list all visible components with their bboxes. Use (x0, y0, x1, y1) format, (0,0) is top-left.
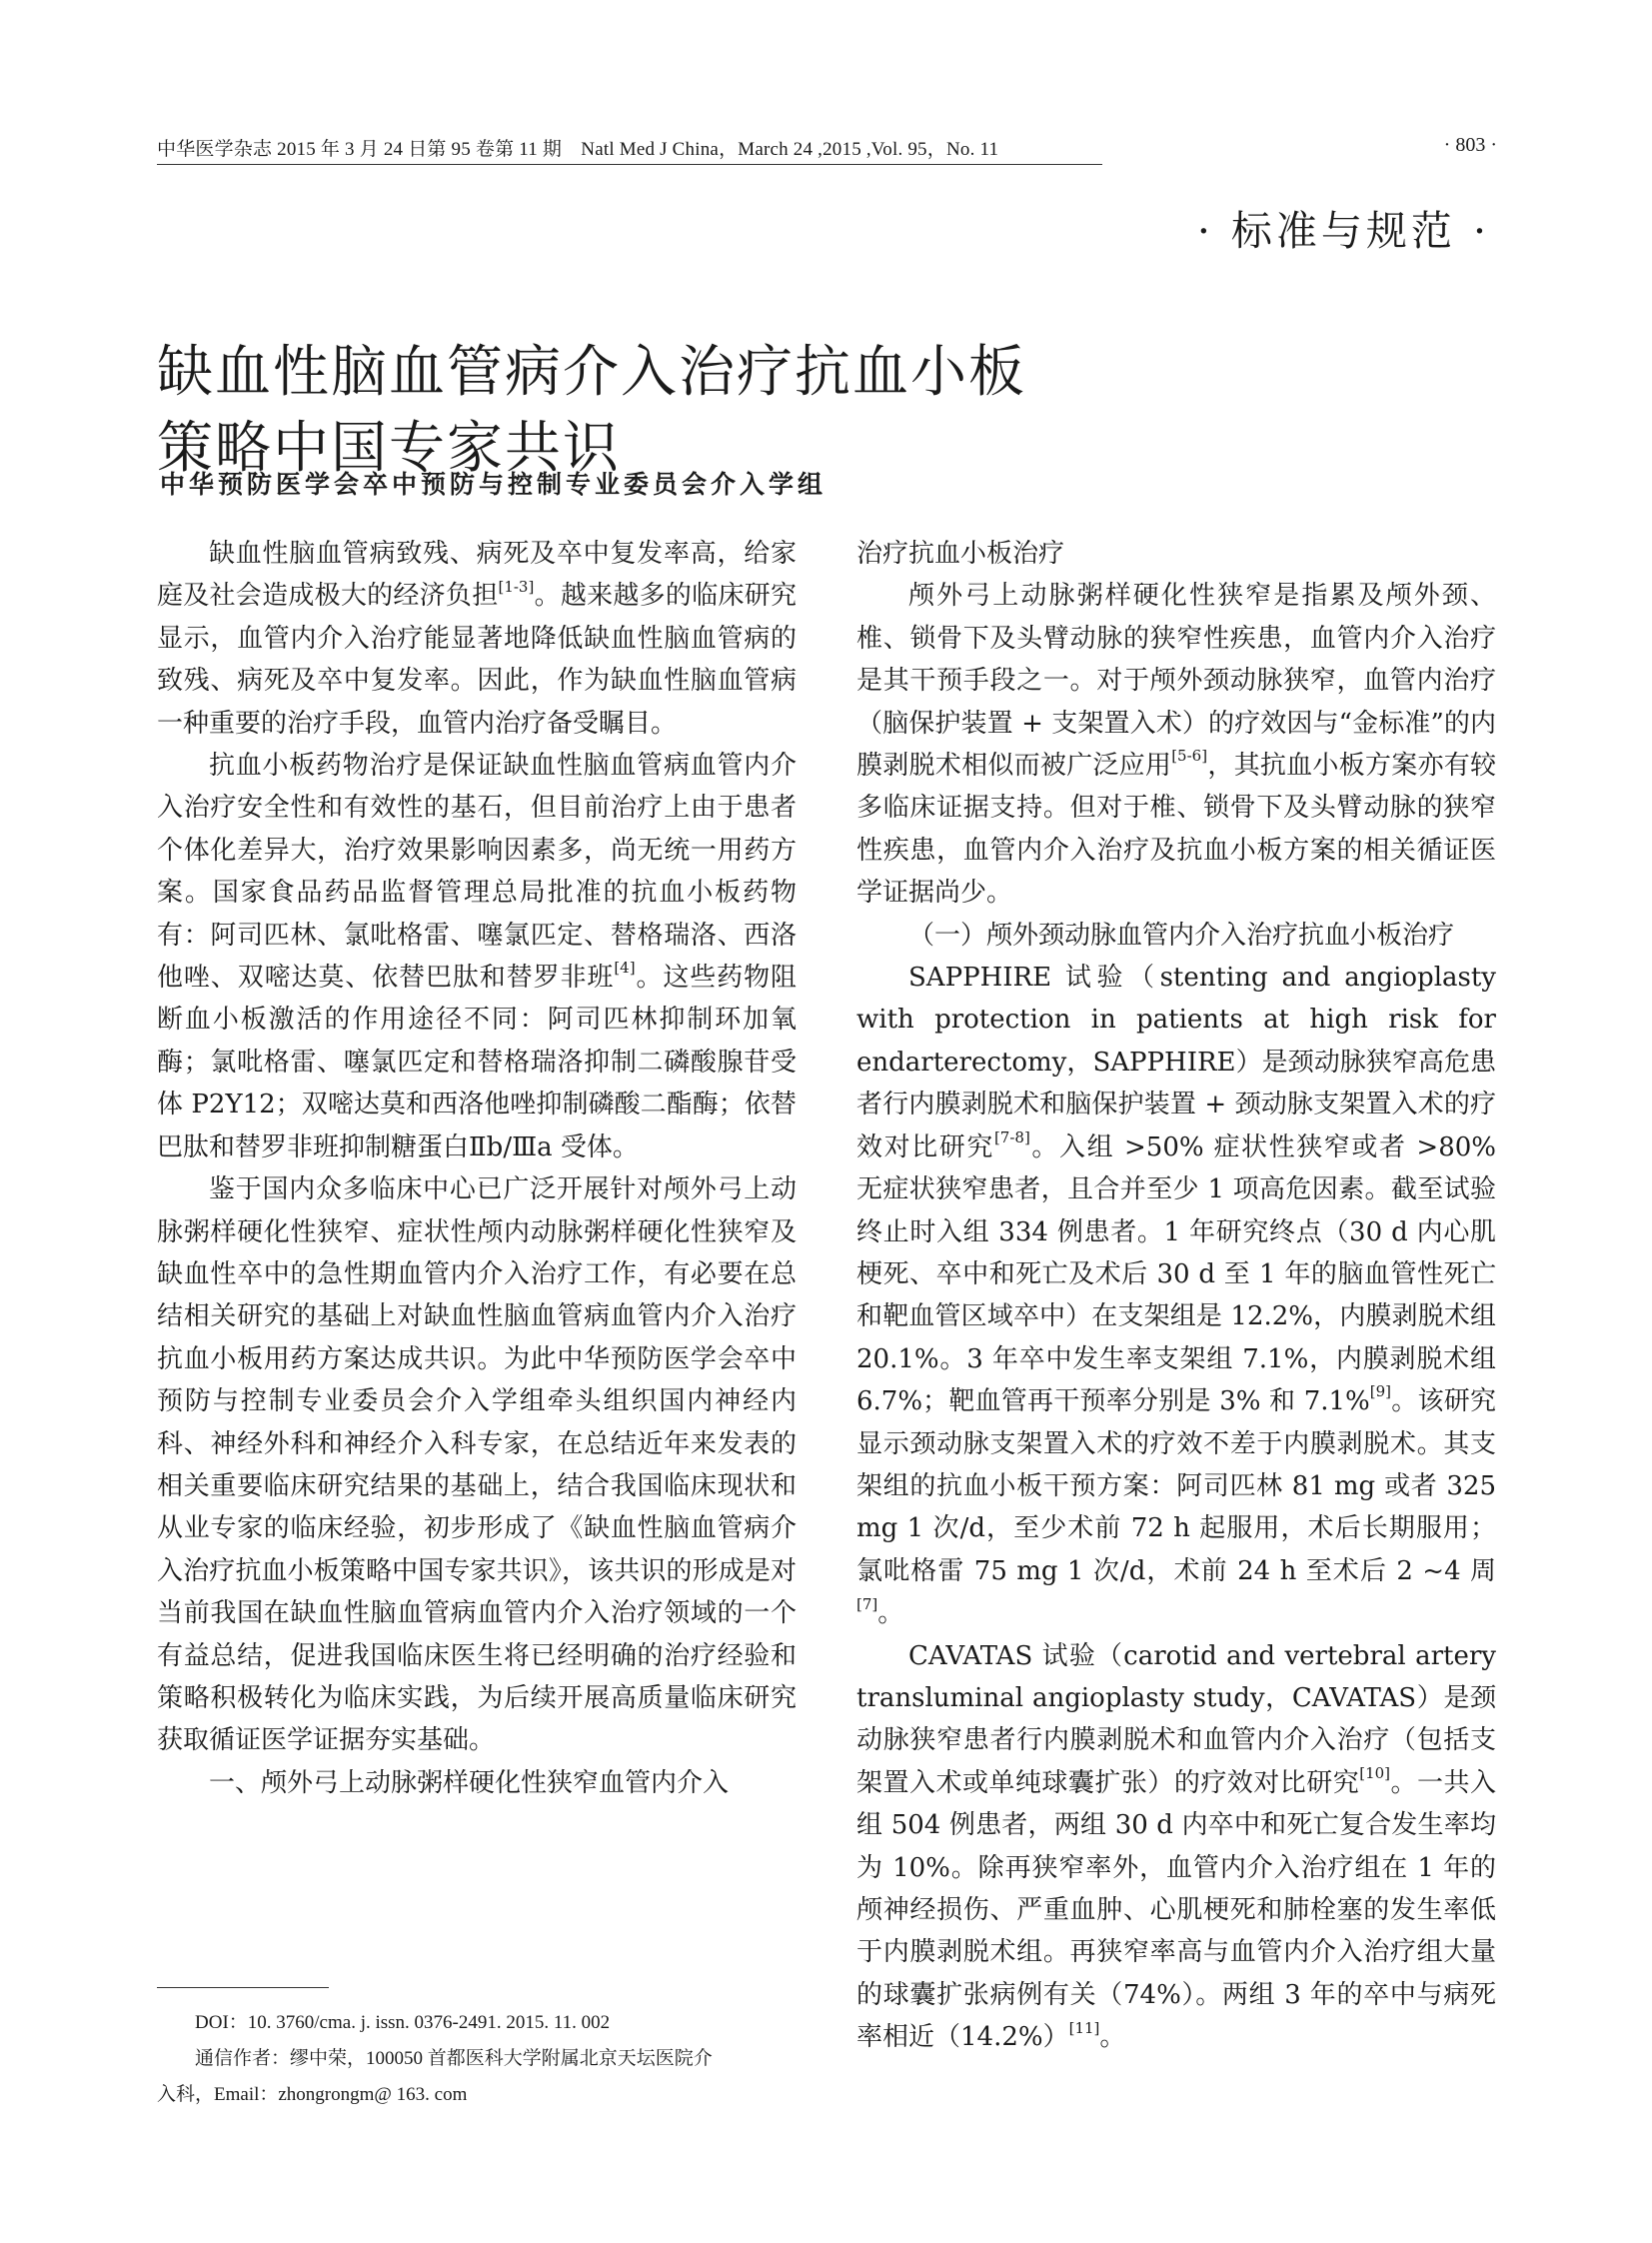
running-head: 中华医学杂志 2015 年 3 月 24 日第 95 卷第 11 期 Natl Med J China，March 24 ,2015 ,Vol. 95，No. 11 (157, 139, 999, 160)
citation[interactable]: [10] (1359, 1764, 1391, 1783)
citation[interactable]: [11] (1068, 2018, 1100, 2037)
citation[interactable]: [7] (856, 1594, 878, 1613)
section-heading-continued: 治疗抗血小板治疗 (856, 539, 1065, 569)
page-number: · 803 · (1443, 134, 1497, 156)
paragraph: 鉴于国内众多临床中心已广泛开展针对颅外弓上动脉粥样硬化性狭窄、症状性颅内动脉粥样硬化性狭窄及缺血性卒中的急性期血管内介入治疗工作，有必要在总结相关研究的基础上对缺血性脑血管病血管内介入治疗抗血小板用药方案达成共识。为此中华预防医学会卒中预防与控制专业委员会介入学组牵头组织国内神经内科、神经外科和神经介入科专家，在总结近年来发表的相关重要临床研究结果的基础上，结合我国临床现状和从业专家的临床经验，初步形成了《缺血性脑血管病介入治疗抗血小板策略中国专家共识》，该共识的形成是对当前我国在缺血性脑血管病血管内介入治疗领域的一个有益总结，促进我国临床医生将已经明确的治疗经验和策略积极转化为临床实践，为后续开展高质量临床研究获取循证医学证据夯实基础。 (157, 1174, 797, 1756)
paragraph: 缺血性脑血管病致残、病死及卒中复发率高，给家庭及社会造成极大的经济负担[1-3]。越来越多的临床研究显示，血管内介入治疗能显著地降低缺血性脑血管病的致残、病死及卒中复发率。因此，作为缺血性脑血管病一种重要的治疗手段，血管内治疗备受瞩目。 (157, 539, 797, 739)
column-tag: · 标准与规范 · (1196, 207, 1490, 255)
left-column (157, 533, 797, 1804)
correspondence-line-cont[interactable]: 入科，Email：zhongrongm@ 163. com (157, 2084, 468, 2105)
citation[interactable]: [9] (1369, 1382, 1392, 1401)
citation[interactable]: [1-3] (498, 577, 535, 596)
citation[interactable]: [5-6] (1171, 747, 1208, 766)
paragraph: CAVATAS 试验（carotid and vertebral artery transluminal angioplasty study，CAVATAS）是颈动脉狭窄患者行内膜剥脱术和血管内介入治疗（包括支架置入术或单纯球囊扩张）的疗效对比研究[10]。一共入组 504 例患者，两组 30 d 内卒中和死亡复合发生率均为 10%。除再狭窄率外，血管内介入治疗组在 1 年的颅神经损伤、严重血肿、心肌梗死和肺栓塞的发生率低于内膜剥脱术组。再狭窄率高与血管内介入治疗组大量的球囊扩张病例有关（74%）。两组 3 年的卒中与病死率相近（14.2%）[11]。 (856, 1640, 1496, 2053)
subsection-heading: （一）颅外颈动脉血管内介入治疗抗血小板治疗 (908, 920, 1455, 951)
right-column (856, 533, 1496, 2059)
footnotes (157, 2005, 807, 2113)
paragraph: SAPPHIRE 试验（stenting and angioplasty with protection in patients at high risk for endarterectomy，SAPPHIRE）是颈动脉狭窄高危患者行内膜剥脱术和脑保护装置 + 颈动脉支架置入术的疗效对比研究[7-8]。入组 >50% 症状性狭窄或者 >80% 无症状狭窄患者，且合并至少 1 项高危因素。截至试验终止时入组 334 例患者。1 年研究终点（30 d 内心肌梗死、卒中和死亡及术后 30 d 至 1 年的脑血管性死亡和靶血管区域卒中）在支架组是 12.2%，内膜剥脱术组 20.1%。3 年卒中发生率支架组 7.1%，内膜剥脱术组 6.7%；靶血管再干预率分别是 3% 和 7.1%[9]。该研究显示颈动脉支架置入术的疗效不差于内膜剥脱术。其支架组的抗血小板干预方案：阿司匹林 81 mg 或者 325 mg 1 次/d，至少术前 72 h 起服用，术后长期服用；氯吡格雷 75 mg 1 次/d，术前 24 h 至术后 2 ~4 周[7]。 (856, 963, 1496, 1629)
author-group: 中华预防医学会卒中预防与控制专业委员会介入学组 (160, 470, 827, 499)
article-title-line-1: 缺血性脑血管病介入治疗抗血小板 (157, 339, 1026, 405)
paragraph: 颅外弓上动脉粥样硬化性狭窄是指累及颅外颈、椎、锁骨下及头臂动脉的狭窄性疾患，血管内介入治疗是其干预手段之一。对于颅外颈动脉狭窄，血管内治疗（脑保护装置 + 支架置入术）的疗效因与“金标准”的内膜剥脱术相似而被广泛应用[5-6]，其抗血小板方案亦有较多临床证据支持。但对于椎、锁骨下及头臂动脉的狭窄性疾患，血管内介入治疗及抗血小板方案的相关循证医学证据尚少。 (856, 581, 1496, 909)
section-heading: 一、颅外弓上动脉粥样硬化性狭窄血管内介入 (209, 1767, 730, 1798)
article-title-line-2: 策略中国专家共识 (157, 415, 621, 481)
paragraph: 抗血小板药物治疗是保证缺血性脑血管病血管内介入治疗安全性和有效性的基石，但目前治疗上由于患者个体化差异大，治疗效果影响因素多，尚无统一用药方案。国家食品药品监督管理总局批准的抗血小板药物有：阿司匹林、氯吡格雷、噻氯匹定、替格瑞洛、西洛他唑、双嘧达莫、依替巴肽和替罗非班[4]。这些药物阻断血小板激活的作用途径不同：阿司匹林抑制环加氧酶；氯吡格雷、噻氯匹定和替格瑞洛抑制二磷酸腺苷受体 P2Y12；双嘧达莫和西洛他唑抑制磷酸二酯酶；依替巴肽和替罗非班抑制糖蛋白Ⅱb/Ⅲa 受体。 (157, 751, 797, 1162)
correspondence-line: 通信作者：缪中荣，100050 首都医科大学附属北京天坛医院介 (195, 2048, 713, 2069)
header-rule (157, 164, 1102, 165)
doi-line[interactable]: DOI：10. 3760/cma. j. issn. 0376-2491. 2015. 11. 002 (195, 2012, 611, 2033)
citation[interactable]: [7-8] (993, 1128, 1030, 1147)
footnote-rule (157, 1987, 329, 1988)
citation[interactable]: [4] (614, 959, 636, 978)
